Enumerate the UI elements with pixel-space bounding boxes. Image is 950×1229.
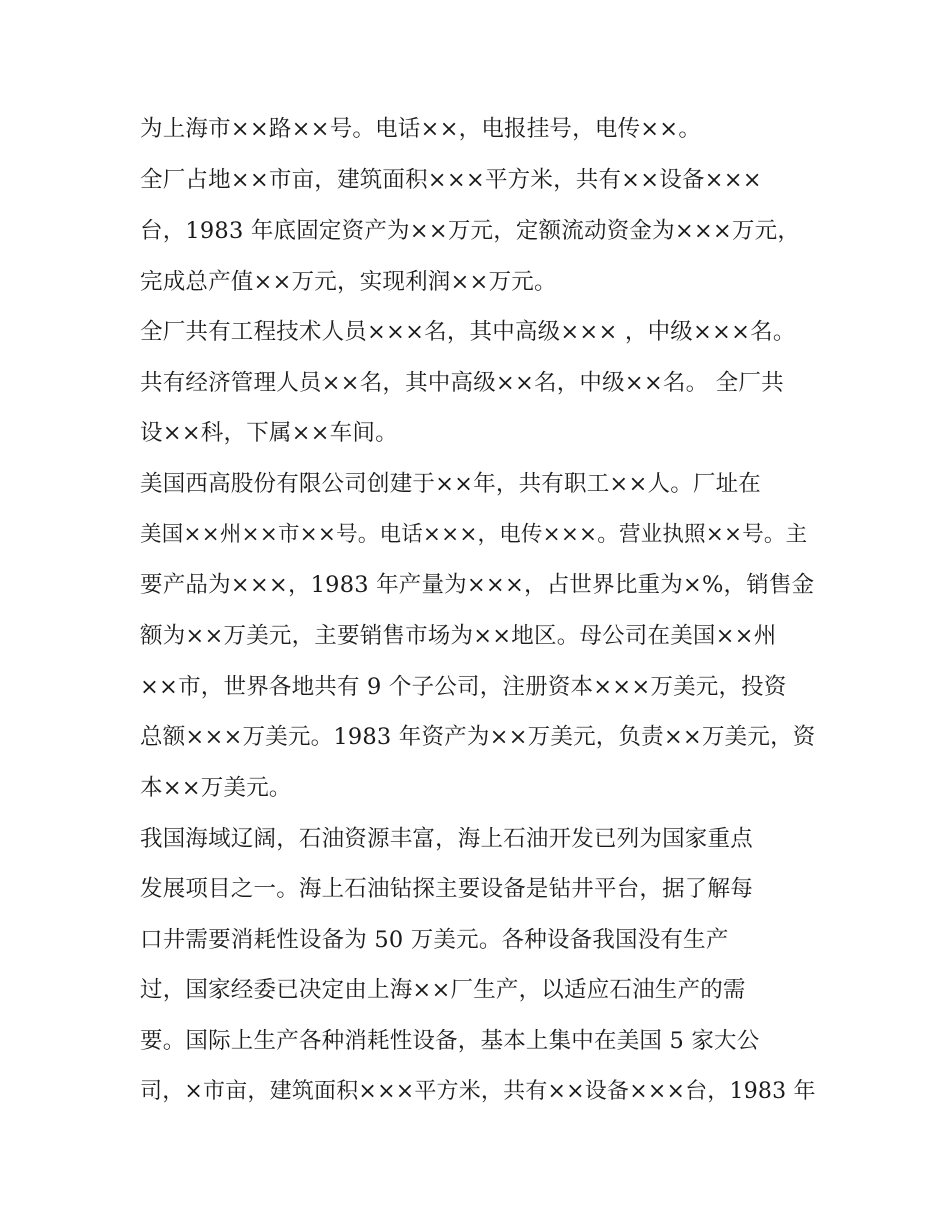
text-line-6: 共有经济管理人员××名，其中高级××名，中级××名。 全厂共 [140,370,784,396]
text-line-1: 为上海市××路××号。电话××，电报挂号，电传××。 [140,116,702,142]
text-line-5: 全厂共有工程技术人员×××名，其中高级××× ，中级×××名。 [140,319,796,345]
text-line-3: 台，1983 年底固定资产为××万元，定额流动资金为×××万元， [140,218,801,244]
text-line-11: 额为××万美元，主要销售市场为××地区。母公司在美国××州 [140,623,777,649]
text-line-4: 完成总产值××万元，实现利润××万元。 [140,269,557,295]
text-line-16: 发展项目之一。海上石油钻探主要设备是钻井平台，据了解每 [140,876,753,902]
text-line-8: 美国西高股份有限公司创建于××年，共有职工××人。厂址在 [140,471,762,497]
text-line-15: 我国海域辽阔，石油资源丰富，海上石油开发已列为国家重点 [140,826,753,852]
text-line-14: 本××万美元。 [140,775,292,801]
text-line-9: 美国××州××市××号。电话×××，电传×××。营业执照××号。主 [140,522,808,547]
text-line-17: 口井需要消耗性设备为 50 万美元。各种设备我国没有生产 [140,927,729,953]
text-line-13: 总额×××万美元。1983 年资产为××万美元，负责××万美元，资 [140,724,816,750]
text-line-19: 要。国际上生产各种消耗性设备，基本上集中在美国 5 家大公 [140,1028,760,1054]
text-line-10: 要产品为×××，1983 年产量为×××，占世界比重为×%，销售金 [140,572,815,598]
text-line-7: 设××科，下属××车间。 [140,420,398,446]
text-line-12: ××市，世界各地共有 9 个子公司，注册资本×××万美元，投资 [140,674,787,700]
text-line-18: 过，国家经委已决定由上海××厂生产，以适应石油生产的需 [140,977,746,1003]
text-line-2: 全厂占地××市亩，建筑面积×××平方米，共有××设备××× [140,167,762,193]
text-line-20: 司，×市亩，建筑面积×××平方米，共有××设备×××台，1983 年 [140,1079,816,1104]
